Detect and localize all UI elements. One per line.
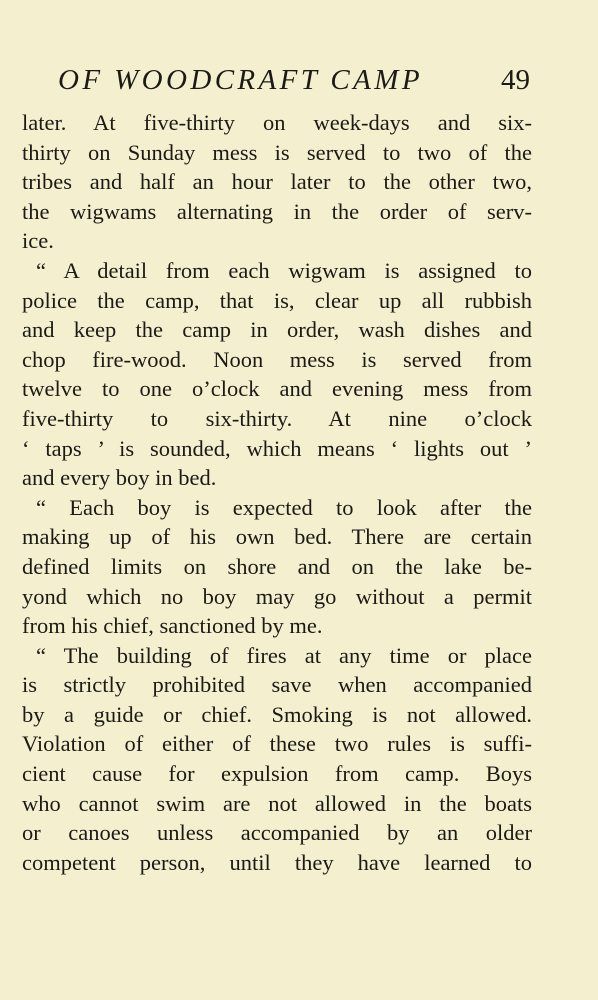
text-line: is strictly prohibited save when accompanied xyxy=(22,672,532,698)
page-number: 49 xyxy=(501,64,530,96)
running-head xyxy=(58,60,528,100)
text-line: defined limits on shore and on the lake be- xyxy=(22,553,532,579)
text-line: tribes and half an hour later to the other two, xyxy=(22,169,532,195)
text-line: and keep the camp in order, wash dishes and xyxy=(22,317,532,343)
text-line: the wigwams alternating in the order of serv- xyxy=(22,198,532,224)
text-line: ice. xyxy=(22,228,54,254)
text-line: chop fire-wood. Noon mess is served from xyxy=(22,346,532,372)
text-line: cient cause for expulsion from camp. Boys xyxy=(22,761,532,787)
running-head-title: OF WOODCRAFT CAMP xyxy=(58,64,423,96)
text-line: competent person, until they have learned to xyxy=(22,849,532,875)
text-line: “ The building of fires at any time or place xyxy=(36,642,532,668)
text-line: by a guide or chief. Smoking is not allowed. xyxy=(22,701,532,727)
text-line: later. At five-thirty on week-days and six- xyxy=(22,110,532,135)
text-line: making up of his own bed. There are certain xyxy=(22,524,532,550)
text-line: Violation of either of these two rules is suffi- xyxy=(22,731,532,757)
text-line: from his chief, sanctioned by me. xyxy=(22,613,323,639)
text-line: “ Each boy is expected to look after the xyxy=(36,494,532,520)
text-line: ‘ taps ’ is sounded, which means ‘ lights out ’ xyxy=(22,435,532,461)
text-line: or canoes unless accompanied by an older xyxy=(22,820,532,846)
text-line: five-thirty to six-thirty. At nine o’clock xyxy=(22,405,532,431)
body-text xyxy=(22,108,532,877)
text-line: “ A detail from each wigwam is assigned to xyxy=(36,257,532,283)
text-line: and every boy in bed. xyxy=(22,465,217,491)
text-line: who cannot swim are not allowed in the boats xyxy=(22,790,532,816)
text-line: police the camp, that is, clear up all rubbish xyxy=(22,287,532,313)
text-line: yond which no boy may go without a permit xyxy=(22,583,532,609)
text-line: twelve to one o’clock and evening mess from xyxy=(22,376,532,402)
text-line: thirty on Sunday mess is served to two of the xyxy=(22,139,532,165)
